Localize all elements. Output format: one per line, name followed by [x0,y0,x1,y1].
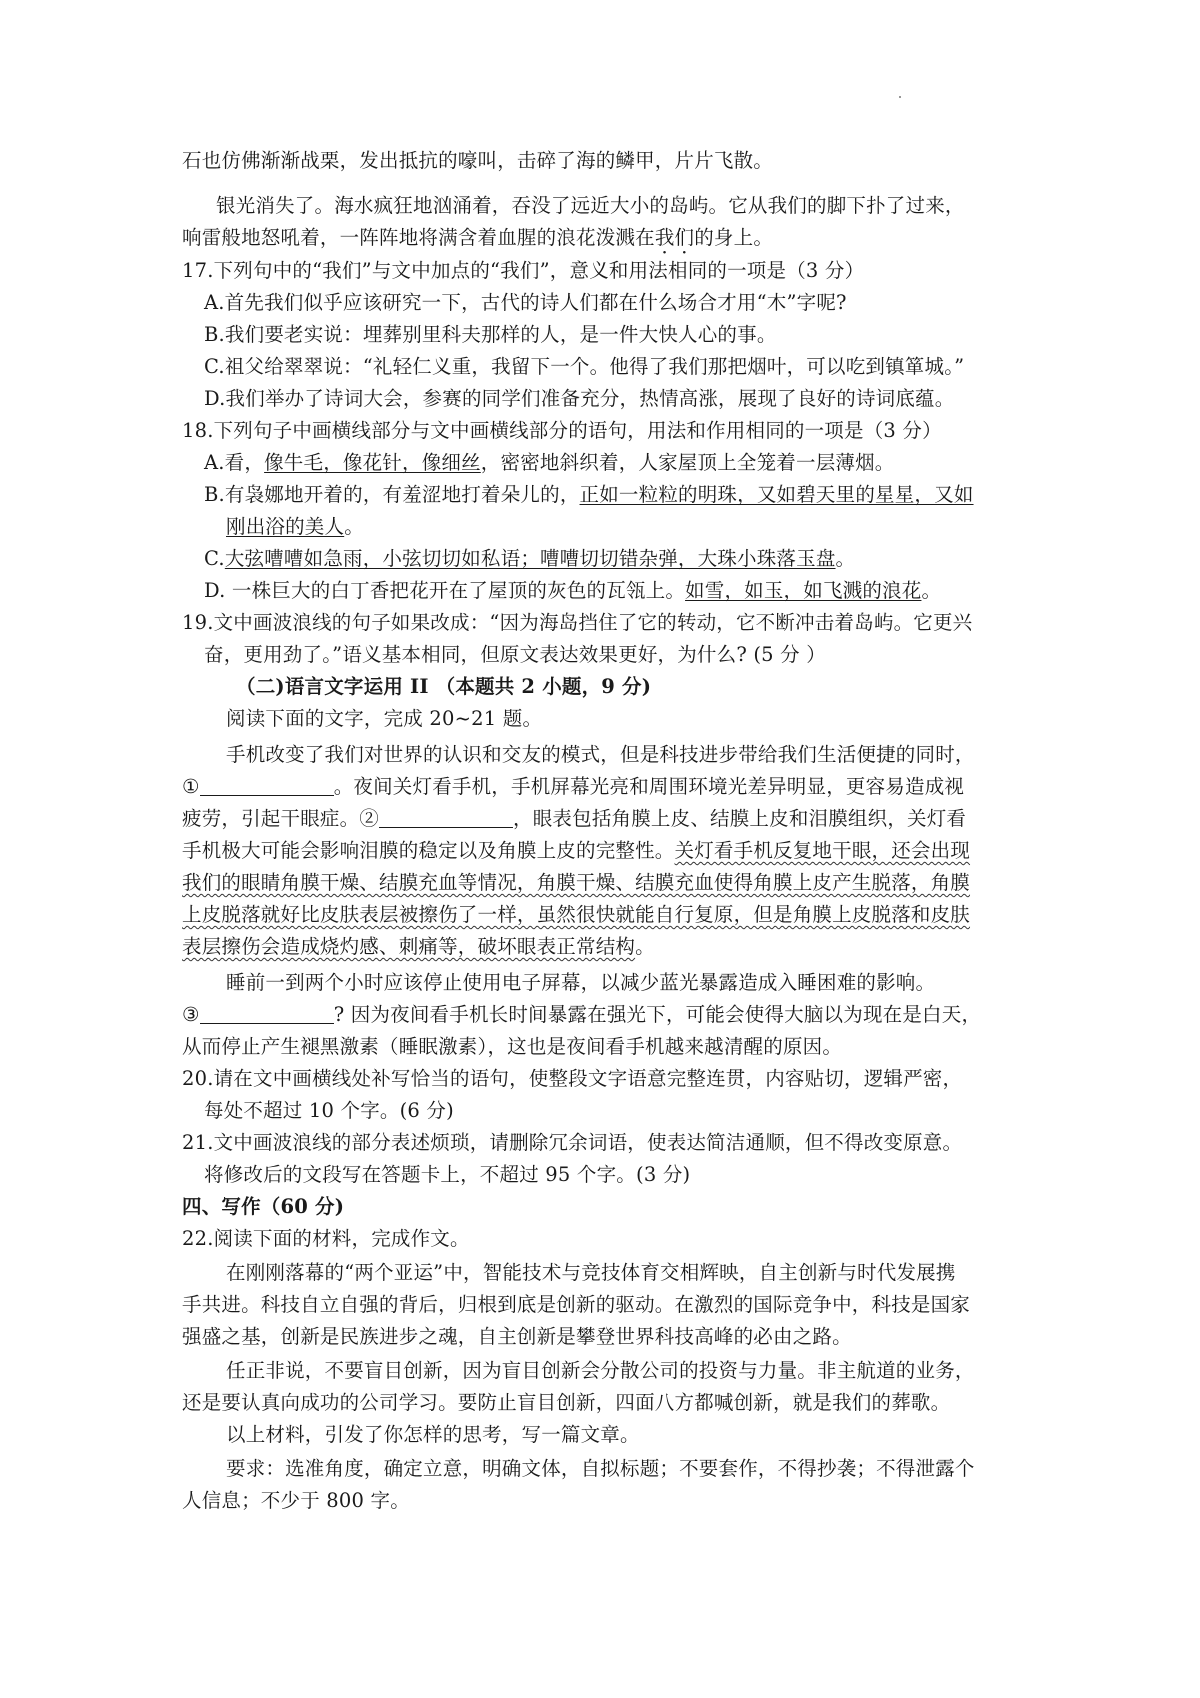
q18-option-c: C.大弦嘈嘈如急雨，小弦切切如私语；嘈嘈切切错杂弹，大珠小珠落玉盘。 [204,547,856,570]
q17-option-c: C.祖父给翠翠说：“礼轻仁义重，我留下一个。他得了我们那把烟叶，可以吃到镇箪城。” [204,355,965,378]
answer-blank-2 [379,805,513,828]
dotted-char: 们 [674,226,695,249]
question-20-stem: 20.请在文中画横线处补写恰当的语句，使整段文字语意完整连贯，内容贴切，逻辑严密， [182,1067,963,1090]
section-instruction: 阅读下面的文字，完成 20~21 题。 [226,707,543,730]
dotted-char: 我 [654,226,675,249]
q18-option-d: D. 一株巨大的白丁香把花开在了屋顶的灰色的瓦瓴上。如雪，如玉，如飞溅的浪花。 [204,579,942,602]
underlined-text: 如雪，如玉，如飞溅的浪花 [685,579,922,602]
answer-blank-3 [200,1001,334,1024]
q18-option-b: B.有袅娜地开着的，有羞涩地打着朵儿的，正如一粒粒的明珠，又如碧天里的星星，又如 [204,483,974,506]
question-19-stem-cont: 奋，更用劲了。”语义基本相同，但原文表达效果更好，为什么? (5 分 ） [204,643,826,666]
answer-blank-1 [200,773,334,796]
material-line: 还是要认真向成功的公司学习。要防止盲目创新，四面八方都喊创新，就是我们的葬歌。 [182,1391,951,1414]
wavy-underlined-text: 上皮脱落就好比皮肤表层被擦伤了一样，虽然很快就能自行复原，但是角膜上皮脱落和皮肤 [182,903,971,926]
question-17-stem: 17.下列句中的“我们”与文中加点的“我们”，意义和用法相同的一项是（3 分） [182,259,865,282]
passage-line: 石也仿佛渐渐战栗，发出抵抗的嚎叫，击碎了海的鳞甲，片片飞散。 [182,149,774,172]
question-22-stem: 22.阅读下面的材料，完成作文。 [182,1227,470,1250]
passage2-line: ① 。夜间关灯看手机，手机屏幕光亮和周围环境光差异明显，更容易造成视 [182,775,965,798]
q17-option-b: B.我们要老实说：埋葬别里科夫那样的人，是一件大快人心的事。 [204,323,777,346]
underlined-text: 像牛毛，像花针，像细丝 [264,451,481,474]
requirements-line: 人信息；不少于 800 字。 [182,1489,410,1512]
passage2-line [182,868,970,898]
passage2-line: 手机极大可能会影响泪膜的稳定以及角膜上皮的完整性。关灯看手机反复地干眼，还会出现 [182,839,971,862]
q18-option-b-cont: 刚出浴的美人。 [226,515,364,538]
section-heading: 四、写作（60 分) [182,1195,345,1218]
question-21-stem-cont: 将修改后的文段写在答题卡上，不超过 95 个字。(3 分) [204,1163,691,1186]
material-line: 在刚刚落幕的“两个亚运”中，智能技术与竞技体育交相辉映，自主创新与时代发展携 [226,1261,956,1284]
underlined-text: 正如一粒粒的明珠，又如碧天里的星星，又如 [579,483,974,506]
wavy-underlined-text: 关灯看手机反复地干眼，还会出现 [674,839,971,862]
section-heading: （二)语言文字运用 II （本题共 2 小题，9 分) [236,675,652,698]
passage2-line: 睡前一到两个小时应该停止使用电子屏幕，以减少蓝光暴露造成入睡困难的影响。 [226,971,936,994]
requirements-line: 要求：选准角度，确定立意，明确文体，自拟标题；不要套作，不得抄袭；不得泄露个 [226,1457,975,1480]
passage-line: 银光消失了。海水疯狂地汹涌着，吞没了远近大小的岛屿。它从我们的脚下扑了过来， [216,194,965,217]
q18-option-a: A.看，像牛毛，像花针，像细丝，密密地斜织着，人家屋顶上全笼着一层薄烟。 [204,451,895,474]
question-21-stem: 21.文中画波浪线的部分表述烦琐，请删除冗余词语，使表达简洁通顺，但不得改变原意。 [182,1131,963,1154]
question-18-stem: 18.下列句子中画横线部分与文中画横线部分的语句，用法和作用相同的一项是（3 分） [182,419,942,442]
passage2-line: 手机改变了我们对世界的认识和交友的模式，但是科技进步带给我们生活便捷的同时， [226,743,975,766]
wavy-underlined-text: 表层擦伤会造成烧灼感、刺痛等，破坏眼表正常结构 [182,935,636,958]
passage2-line: ③ ? 因为夜间看手机长时间暴露在强光下，可能会使得大脑以为现在是白天， [182,1003,982,1026]
passage2-line [182,900,970,930]
passage2-line: 从而停止产生褪黑激素（睡眠激素），这也是夜间看手机越来越清醒的原因。 [182,1035,843,1058]
underlined-text: 大弦嘈嘈如急雨，小弦切切如私语；嘈嘈切切错杂弹，大珠小珠落玉盘 [224,547,836,570]
scan-speck [899,96,901,98]
q17-option-d: D.我们举办了诗词大会，参赛的同学们准备充分，热情高涨，展现了良好的诗词底蕴。 [204,387,955,410]
passage2-line: 疲劳，引起干眼症。② ，眼表包括角膜上皮、结膜上皮和泪膜组织，关灯看 [182,807,967,830]
material-line: 以上材料，引发了你怎样的思考，写一篇文章。 [226,1423,640,1446]
underlined-text: 刚出浴的美人 [226,515,345,538]
material-line: 强盛之基，创新是民族进步之魂，自主创新是攀登世界科技高峰的必由之路。 [182,1325,852,1348]
question-20-stem-cont: 每处不超过 10 个字。(6 分) [204,1099,454,1122]
q17-option-a: A.首先我们似乎应该研究一下，古代的诗人们都在什么场合才用“木”字呢? [204,291,847,314]
passage-line: 响雷般地怒吼着，一阵阵地将满含着血腥的浪花泼溅在我们的身上。 [182,226,774,249]
passage2-line: 表层擦伤会造成烧灼感、刺痛等，破坏眼表正常结构。 [182,935,655,958]
wavy-underlined-text: 我们的眼睛角膜干燥、结膜充血等情况，角膜干燥、结膜充血使得角膜上皮产生脱落，角膜 [182,871,971,894]
material-line: 任正非说，不要盲目创新，因为盲目创新会分散公司的投资与力量。非主航道的业务， [226,1359,975,1382]
material-line: 手共进。科技自立自强的背后，归根到底是创新的驱动。在激烈的国际竞争中，科技是国家 [182,1293,971,1316]
question-19-stem: 19.文中画波浪线的句子如果改成：“因为海岛挡住了它的转动，它不断冲击着岛屿。它更兴 [182,611,973,634]
